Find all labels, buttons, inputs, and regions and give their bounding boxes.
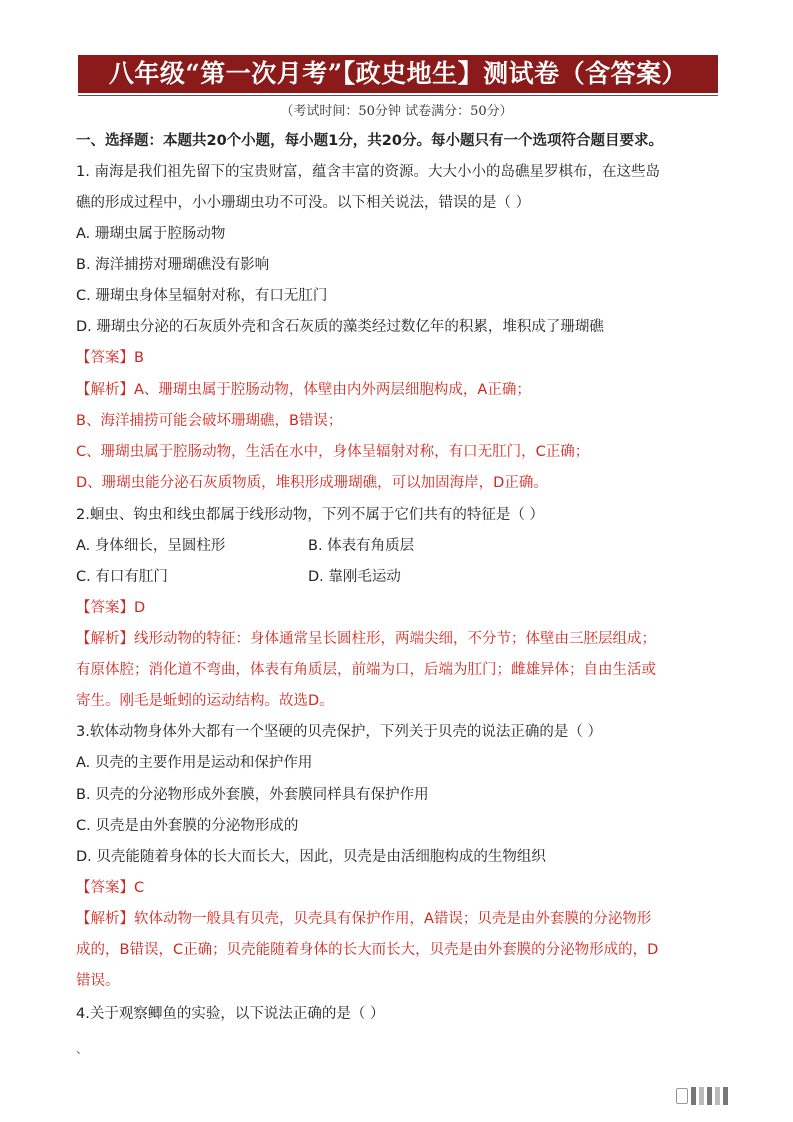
q2-analysis-2: 有原体腔；消化道不弯曲，体表有角质层，前端为口，后端为肛门；雌雄异体；自由生活或 — [76, 662, 656, 678]
watermark-box-icon — [676, 1088, 688, 1104]
q1-analysis-4: D、珊瑚虫能分泌石灰质物质，堆积形成珊瑚礁，可以加固海岸，D正确。 — [76, 475, 548, 491]
watermark-bar-icon — [715, 1087, 720, 1105]
q2-option-c: C. 有口有肛门 — [76, 569, 168, 585]
title-underline — [78, 95, 718, 96]
q1-analysis-2: B、海洋捕捞可能会破坏珊瑚礁，B错误； — [76, 413, 343, 429]
q2-option-b: B. 体表有角质层 — [308, 538, 415, 554]
q1-analysis-3: C、珊瑚虫属于腔肠动物，生活在水中，身体呈辐射对称，有口无肛门，C正确； — [76, 444, 590, 460]
stray-mark: 、 — [76, 1042, 89, 1056]
q3-analysis-1: 【解析】软体动物一般具有贝壳，贝壳具有保护作用，A错误；贝壳是由外套膜的分泌物形 — [76, 911, 652, 927]
q2-stem: 2.蛔虫、钩虫和线虫都属于线形动物，下列不属于它们共有的特征是（ ） — [76, 507, 544, 523]
q2-answer: 【答案】D — [76, 600, 146, 616]
watermark-bar-icon — [699, 1087, 704, 1105]
q3-analysis-2: 成的，B错误，C正确；贝壳能随着身体的长大而长大，贝壳是由外套膜的分泌物形成的，D — [76, 942, 659, 958]
q1-stem-line1: 1. 南海是我们祖先留下的宝贵财富，蕴含丰富的资源。大大小小的岛礁星罗棋布，在这些岛 — [76, 164, 660, 180]
q3-stem: 3.软体动物身体外大都有一个坚硬的贝壳保护，下列关于贝壳的说法正确的是（ ） — [76, 724, 602, 740]
section-heading: 一、选择题：本题共20个小题，每小题1分，共20分。每小题只有一个选项符合题目要求。 — [76, 133, 663, 149]
q3-option-b: B. 贝壳的分泌物形成外套膜，外套膜同样具有保护作用 — [76, 787, 429, 803]
q1-option-a: A. 珊瑚虫属于腔肠动物 — [76, 226, 226, 242]
q3-option-a: A. 贝壳的主要作用是运动和保护作用 — [76, 755, 313, 771]
q1-option-c: C. 珊瑚虫身体呈辐射对称，有口无肛门 — [76, 288, 328, 304]
q1-stem-line2: 礁的形成过程中，小小珊瑚虫功不可没。以下相关说法，错误的是（ ） — [76, 195, 531, 211]
q1-option-d: D. 珊瑚虫分泌的石灰质外壳和含石灰质的藻类经过数亿年的积累，堆积成了珊瑚礁 — [76, 319, 604, 335]
q4-stem: 4.关于观察鲫鱼的实验，以下说法正确的是（ ） — [76, 1006, 385, 1022]
q3-option-c: C. 贝壳是由外套膜的分泌物形成的 — [76, 818, 299, 834]
q1-analysis-1: 【解析】A、珊瑚虫属于腔肠动物，体壁由内外两层细胞构成，A正确； — [76, 382, 531, 398]
q2-option-a: A. 身体细长，呈圆柱形 — [76, 538, 226, 554]
q2-analysis-3: 寄生。刚毛是蚯蚓的运动结构。故选D。 — [76, 693, 334, 709]
q2-analysis-1: 【解析】线形动物的特征：身体通常呈长圆柱形，两端尖细，不分节；体壁由三胚层组成； — [76, 631, 656, 647]
watermark-bar-icon — [707, 1087, 712, 1105]
exam-info: （考试时间：50分钟 试卷满分：50分） — [280, 104, 513, 119]
q1-answer: 【答案】B — [76, 350, 144, 366]
watermark-bar-icon — [691, 1087, 696, 1105]
watermark-bar-icon — [723, 1087, 728, 1105]
q1-option-b: B. 海洋捕捞对珊瑚礁没有影响 — [76, 257, 270, 273]
q3-answer: 【答案】C — [76, 880, 145, 896]
watermark-logo — [676, 1084, 776, 1108]
q3-option-d: D. 贝壳能随着身体的长大而长大，因此，贝壳是由活细胞构成的生物组织 — [76, 849, 546, 865]
q2-option-d: D. 靠刚毛运动 — [308, 569, 401, 585]
q3-analysis-3: 错误。 — [76, 973, 120, 989]
document-title: 八年级“第一次月考”【政史地生】测试卷（含答案） — [78, 55, 718, 93]
